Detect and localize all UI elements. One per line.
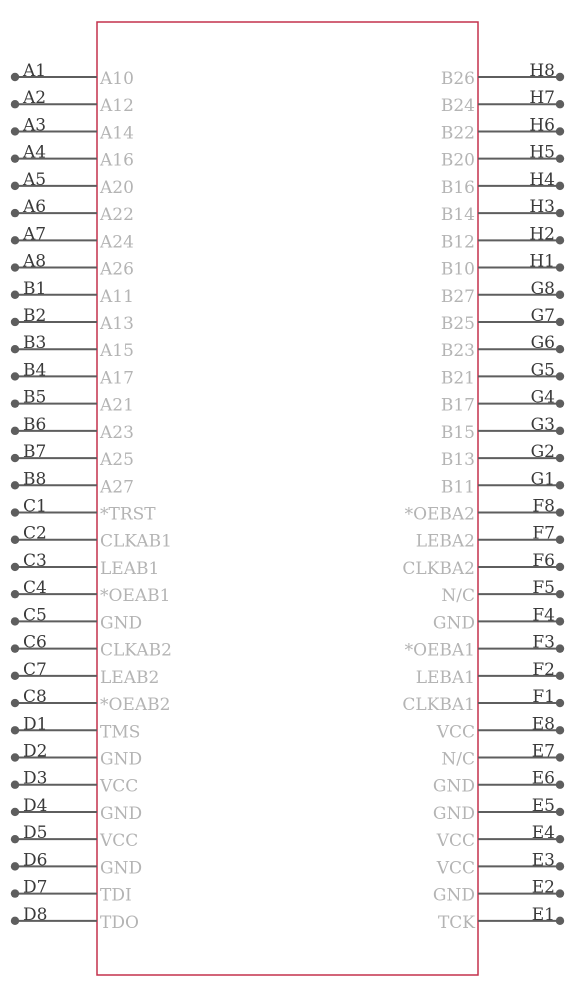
pin-end-dot[interactable] — [556, 563, 564, 571]
pin-end-dot[interactable] — [556, 100, 564, 108]
pin-end-dot[interactable] — [556, 345, 564, 353]
right-pin-G7 — [441, 306, 564, 334]
pin-number: G6 — [530, 333, 555, 354]
pin-name: B10 — [440, 259, 475, 280]
right-pin-G5 — [441, 360, 564, 388]
pin-name: GND — [100, 858, 143, 879]
pin-end-dot[interactable] — [11, 427, 19, 435]
right-pin-F7 — [416, 524, 564, 552]
pin-name: GND — [100, 613, 143, 634]
pin-name: A25 — [100, 450, 134, 471]
pin-number: F3 — [532, 632, 555, 653]
pin-number: H3 — [529, 197, 555, 218]
pin-name: GND — [100, 749, 143, 770]
pin-number: C7 — [23, 659, 47, 680]
pin-name: A15 — [100, 341, 134, 362]
pin-name: N/C — [441, 749, 475, 770]
pin-name: A21 — [100, 395, 134, 416]
pin-number: B3 — [23, 333, 47, 354]
pin-name: B24 — [440, 96, 475, 117]
pin-number: F2 — [532, 659, 555, 680]
left-pin-B2 — [11, 306, 134, 334]
pin-end-dot[interactable] — [11, 399, 19, 407]
pin-end-dot[interactable] — [556, 263, 564, 271]
pin-number: G2 — [530, 442, 555, 463]
pin-end-dot[interactable] — [556, 372, 564, 380]
pin-name: B17 — [440, 395, 475, 416]
pin-number: E7 — [531, 741, 555, 762]
pin-number: A1 — [23, 61, 47, 81]
pin-number: D5 — [23, 823, 48, 844]
right-pin-G2 — [441, 442, 564, 470]
pin-end-dot[interactable] — [11, 753, 19, 761]
pin-name: B16 — [440, 177, 475, 198]
pin-number: H8 — [529, 61, 555, 81]
pin-number: H7 — [529, 88, 555, 109]
right-pin-E3 — [436, 850, 564, 878]
pin-number: D1 — [23, 714, 48, 735]
pin-number: G5 — [530, 360, 555, 381]
pin-number: A3 — [23, 115, 47, 136]
left-pin-column — [11, 61, 172, 933]
pin-end-dot[interactable] — [11, 372, 19, 380]
left-pin-D2 — [11, 742, 142, 770]
pin-name: B25 — [440, 313, 475, 334]
pin-name: B12 — [440, 232, 475, 253]
pin-number: D2 — [23, 741, 48, 762]
right-pin-G8 — [441, 279, 564, 307]
pin-end-dot[interactable] — [556, 917, 564, 925]
left-pin-B6 — [11, 415, 134, 443]
right-pin-E6 — [433, 769, 564, 797]
right-pin-E5 — [433, 796, 564, 824]
left-pin-C5 — [11, 605, 142, 633]
left-pin-A7 — [11, 224, 134, 252]
pin-number: G8 — [530, 278, 555, 299]
pin-number: H4 — [529, 169, 555, 190]
pin-end-dot[interactable] — [556, 590, 564, 598]
pin-name: B23 — [440, 341, 475, 362]
pin-number: F8 — [532, 496, 555, 517]
right-pin-G4 — [441, 388, 564, 416]
pin-number: C5 — [23, 605, 47, 626]
pin-number: D8 — [23, 904, 48, 925]
pin-number: G7 — [530, 305, 555, 326]
pin-name: A10 — [100, 69, 134, 89]
pin-end-dot[interactable] — [556, 73, 564, 81]
pin-name: *TRST — [100, 504, 156, 525]
pin-name: *OEAB2 — [100, 695, 171, 716]
pin-name: A20 — [100, 177, 134, 198]
pin-end-dot[interactable] — [556, 808, 564, 816]
pin-number: F1 — [532, 687, 555, 708]
pin-end-dot[interactable] — [556, 835, 564, 843]
left-pin-A8 — [11, 252, 134, 280]
pin-end-dot[interactable] — [11, 73, 19, 81]
pin-number: C2 — [23, 523, 47, 544]
pin-number: E1 — [531, 904, 555, 925]
pin-end-dot[interactable] — [11, 563, 19, 571]
pin-name: B20 — [440, 150, 475, 171]
pin-end-dot[interactable] — [556, 399, 564, 407]
pin-end-dot[interactable] — [11, 291, 19, 299]
pin-name: B15 — [440, 422, 475, 443]
pin-end-dot[interactable] — [11, 454, 19, 462]
pin-number: C3 — [23, 550, 47, 571]
pin-number: D6 — [23, 850, 48, 871]
pin-number: D3 — [23, 768, 48, 789]
pin-end-dot[interactable] — [556, 781, 564, 789]
pin-name: CLKAB1 — [100, 531, 172, 552]
pin-end-dot[interactable] — [556, 862, 564, 870]
pin-name: A23 — [100, 422, 134, 443]
pin-number: E5 — [531, 795, 555, 816]
pin-end-dot[interactable] — [11, 236, 19, 244]
pin-end-dot[interactable] — [556, 427, 564, 435]
pin-end-dot[interactable] — [11, 100, 19, 108]
right-pin-E1 — [438, 905, 564, 933]
pin-name: CLKBA2 — [402, 558, 475, 579]
left-pin-B7 — [11, 442, 134, 470]
pin-end-dot[interactable] — [11, 508, 19, 516]
pin-end-dot[interactable] — [556, 154, 564, 162]
pin-name: TMS — [100, 722, 141, 743]
pin-name: *OEBA2 — [404, 504, 475, 525]
pin-end-dot[interactable] — [556, 672, 564, 680]
pin-name: VCC — [100, 831, 139, 852]
right-pin-H4 — [441, 170, 564, 198]
pin-name: B11 — [440, 477, 475, 498]
pin-end-dot[interactable] — [11, 672, 19, 680]
right-pin-G6 — [441, 333, 564, 361]
left-pin-C3 — [11, 551, 159, 579]
pin-end-dot[interactable] — [556, 508, 564, 516]
left-pin-D1 — [11, 714, 141, 742]
left-pin-A2 — [11, 88, 134, 116]
right-pin-H2 — [441, 224, 564, 252]
pin-name: A24 — [100, 232, 134, 253]
pin-name: B13 — [440, 450, 475, 471]
pin-end-dot[interactable] — [11, 889, 19, 897]
pin-number: B7 — [23, 442, 47, 463]
pin-name: LEBA1 — [415, 667, 475, 688]
right-pin-E2 — [433, 878, 564, 906]
left-pin-C8 — [11, 687, 171, 715]
pin-end-dot[interactable] — [556, 726, 564, 734]
pin-end-dot[interactable] — [556, 889, 564, 897]
pin-number: E4 — [531, 823, 555, 844]
pin-name: VCC — [436, 831, 475, 852]
pin-end-dot[interactable] — [11, 781, 19, 789]
pin-end-dot[interactable] — [11, 617, 19, 625]
left-pin-D5 — [11, 823, 138, 851]
left-pin-D4 — [11, 796, 142, 824]
pin-number: B8 — [23, 469, 47, 490]
right-pin-F1 — [402, 687, 564, 715]
pin-number: A7 — [23, 224, 47, 245]
pin-name: VCC — [100, 776, 139, 797]
pin-name: A16 — [100, 150, 134, 171]
pin-name: CLKBA1 — [402, 695, 475, 716]
pin-number: G1 — [530, 469, 555, 490]
right-pin-E8 — [436, 714, 564, 742]
pin-name: VCC — [436, 722, 475, 743]
left-pin-B5 — [11, 388, 134, 416]
pin-end-dot[interactable] — [11, 154, 19, 162]
right-pin-E4 — [436, 823, 564, 851]
pin-number: G3 — [530, 414, 555, 435]
pin-end-dot[interactable] — [11, 835, 19, 843]
pin-end-dot[interactable] — [11, 263, 19, 271]
pin-name: A14 — [100, 123, 134, 144]
pin-number: G4 — [530, 387, 555, 408]
pin-number: A8 — [23, 251, 47, 272]
pin-number: A4 — [23, 142, 47, 163]
left-pin-A6 — [11, 197, 134, 225]
pin-name: LEAB2 — [100, 667, 160, 688]
pin-end-dot[interactable] — [556, 291, 564, 299]
right-pin-H1 — [441, 252, 564, 280]
pin-end-dot[interactable] — [11, 808, 19, 816]
right-pin-H8 — [441, 61, 564, 89]
ic-body-outline — [97, 22, 478, 975]
pin-end-dot[interactable] — [556, 481, 564, 489]
pin-number: A6 — [23, 197, 47, 218]
pin-number: A5 — [23, 169, 47, 190]
left-pin-C4 — [11, 578, 171, 606]
pin-number: E3 — [531, 850, 555, 871]
pin-number: H5 — [529, 142, 555, 163]
pin-number: E8 — [531, 714, 555, 735]
pin-number: E6 — [531, 768, 555, 789]
pin-name: A27 — [100, 477, 134, 498]
pin-name: GND — [100, 803, 143, 824]
pin-name: GND — [432, 885, 475, 906]
pin-end-dot[interactable] — [11, 917, 19, 925]
pin-name: B21 — [440, 368, 475, 389]
pin-name: GND — [432, 803, 475, 824]
left-pin-C1 — [11, 497, 156, 525]
left-pin-A1 — [11, 61, 134, 89]
pin-name: LEAB1 — [100, 558, 160, 579]
pin-name: VCC — [436, 858, 475, 879]
pin-end-dot[interactable] — [556, 236, 564, 244]
pin-number: H1 — [529, 251, 555, 272]
right-pin-F5 — [441, 578, 564, 606]
pin-name: A13 — [100, 313, 134, 334]
pin-end-dot[interactable] — [11, 699, 19, 707]
pin-name: N/C — [441, 586, 475, 607]
right-pin-F2 — [416, 660, 564, 688]
left-pin-B8 — [11, 469, 134, 497]
pin-name: B26 — [440, 69, 475, 89]
left-pin-D6 — [11, 850, 142, 878]
pin-number: F7 — [532, 523, 555, 544]
pin-name: TDO — [100, 912, 139, 933]
pin-number: D7 — [23, 877, 48, 898]
left-pin-D8 — [11, 905, 139, 933]
left-pin-A4 — [11, 143, 134, 171]
pin-end-dot[interactable] — [11, 345, 19, 353]
pin-number: C6 — [23, 632, 47, 653]
pin-name: CLKAB2 — [100, 640, 172, 661]
right-pin-H3 — [441, 197, 564, 225]
pin-end-dot[interactable] — [556, 644, 564, 652]
pin-name: A22 — [100, 205, 134, 226]
pin-end-dot[interactable] — [11, 318, 19, 326]
pin-number: F6 — [532, 550, 555, 571]
right-pin-G3 — [441, 415, 564, 443]
pin-number: E2 — [531, 877, 555, 898]
pin-end-dot[interactable] — [11, 644, 19, 652]
pin-number: C8 — [23, 687, 47, 708]
pin-end-dot[interactable] — [556, 127, 564, 135]
pin-end-dot[interactable] — [556, 536, 564, 544]
right-pin-F6 — [402, 551, 564, 579]
pin-number: B2 — [23, 305, 47, 326]
pin-number: B6 — [23, 414, 47, 435]
pin-end-dot[interactable] — [556, 454, 564, 462]
left-pin-D3 — [11, 769, 138, 797]
pin-number: H6 — [529, 115, 555, 136]
left-pin-C2 — [11, 524, 172, 552]
pin-name: GND — [432, 613, 475, 634]
pin-name: A12 — [100, 96, 134, 117]
pin-name: TCK — [437, 912, 475, 933]
pin-number: B1 — [23, 278, 47, 299]
pin-end-dot[interactable] — [556, 617, 564, 625]
right-pin-F4 — [433, 605, 564, 633]
pin-end-dot[interactable] — [11, 726, 19, 734]
pin-name: TDI — [100, 885, 132, 906]
pin-name: A11 — [100, 286, 134, 307]
pin-end-dot[interactable] — [556, 753, 564, 761]
left-pin-C7 — [11, 660, 159, 688]
pin-end-dot[interactable] — [11, 481, 19, 489]
pin-end-dot[interactable] — [556, 182, 564, 190]
pin-name: A26 — [100, 259, 134, 280]
pin-end-dot[interactable] — [11, 536, 19, 544]
right-pin-F8 — [405, 497, 565, 525]
pin-number: C4 — [23, 578, 47, 599]
left-pin-A3 — [11, 115, 134, 143]
left-pin-B1 — [11, 279, 134, 307]
left-pin-B4 — [11, 360, 134, 388]
pin-number: F5 — [532, 578, 555, 599]
pin-name: LEBA2 — [415, 531, 475, 552]
pin-end-dot[interactable] — [11, 590, 19, 598]
pin-number: C1 — [23, 496, 47, 517]
pin-end-dot[interactable] — [11, 862, 19, 870]
pin-number: H2 — [529, 224, 555, 245]
pin-name: B22 — [440, 123, 475, 144]
pin-end-dot[interactable] — [556, 699, 564, 707]
left-pin-D7 — [11, 878, 132, 906]
right-pin-F3 — [405, 633, 565, 661]
pin-end-dot[interactable] — [11, 209, 19, 217]
pin-number: D4 — [23, 795, 48, 816]
right-pin-E7 — [441, 742, 564, 770]
pin-end-dot[interactable] — [556, 209, 564, 217]
pin-name: *OEBA1 — [404, 640, 475, 661]
pin-end-dot[interactable] — [11, 127, 19, 135]
pin-name: GND — [432, 776, 475, 797]
pin-number: B4 — [23, 360, 47, 381]
pin-name: B27 — [440, 286, 475, 307]
pin-number: F4 — [532, 605, 555, 626]
pin-number: A2 — [23, 88, 47, 109]
pin-end-dot[interactable] — [11, 182, 19, 190]
pin-name: B14 — [440, 205, 475, 226]
pin-end-dot[interactable] — [556, 318, 564, 326]
pin-number: B5 — [23, 387, 47, 408]
left-pin-C6 — [11, 633, 172, 661]
right-pin-G1 — [441, 469, 564, 497]
right-pin-H6 — [441, 115, 564, 143]
right-pin-H5 — [441, 143, 564, 171]
left-pin-A5 — [11, 170, 134, 198]
left-pin-B3 — [11, 333, 134, 361]
pin-name: *OEAB1 — [100, 586, 171, 607]
right-pin-H7 — [441, 88, 564, 116]
right-pin-column — [402, 61, 564, 933]
pin-name: A17 — [100, 368, 134, 389]
